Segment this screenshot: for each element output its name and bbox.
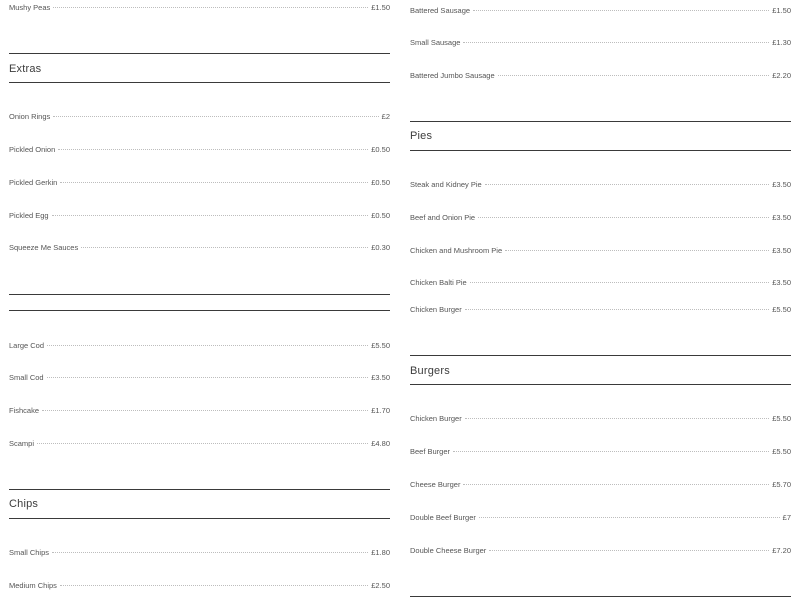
menu-item-name: Onion Rings [9, 112, 51, 121]
dot-leader [473, 10, 769, 11]
menu-item [410, 305, 791, 315]
menu-item [9, 3, 390, 13]
section-divider [410, 355, 791, 356]
menu-item-price: £1.70 [371, 406, 390, 415]
section-heading-pies: Pies [410, 130, 433, 142]
menu-item-price: £1.50 [772, 6, 791, 15]
menu-item-price: £1.30 [772, 38, 791, 47]
menu-item [9, 548, 390, 558]
section-divider [410, 121, 791, 122]
menu-item-name: Pickled Egg [9, 211, 49, 220]
menu-item [410, 447, 791, 457]
menu-item-name: Steak and Kidney Pie [410, 180, 482, 189]
dot-leader [52, 215, 369, 216]
section-heading-extras: Extras [9, 63, 42, 75]
menu-item-price: £0.50 [371, 178, 390, 187]
menu-item-name: Squeeze Me Sauces [9, 243, 79, 252]
menu-item [9, 373, 390, 383]
menu-column-left [9, 0, 390, 600]
dot-leader [53, 7, 368, 8]
section-divider [9, 310, 390, 311]
section-divider [9, 294, 390, 295]
menu-item-name: Pickled Gerkin [9, 178, 58, 187]
menu-item [410, 71, 791, 81]
menu-item-price: £7 [782, 513, 791, 522]
menu-item-name: Scampi [9, 439, 35, 448]
menu-item-name: Chicken Burger [410, 414, 462, 423]
menu-item [9, 406, 390, 416]
menu-item-name: Double Beef Burger [410, 513, 476, 522]
menu-item [410, 546, 791, 556]
menu-item-price: £3.50 [772, 180, 791, 189]
menu-item [410, 513, 791, 523]
menu-item-price: £7.20 [772, 546, 791, 555]
menu-item [9, 439, 390, 449]
menu-item-name: Small Cod [9, 373, 44, 382]
dot-leader [60, 182, 368, 183]
menu-item-name: Medium Chips [9, 581, 57, 590]
section-divider [410, 384, 791, 385]
section-divider [410, 150, 791, 151]
menu-item-price: £2 [381, 112, 390, 121]
menu-item-price: £3.50 [772, 213, 791, 222]
section-divider [9, 489, 390, 490]
menu-item-price: £3.50 [371, 373, 390, 382]
menu-item-name: Fishcake [9, 406, 40, 415]
dot-leader [53, 116, 378, 117]
dot-leader [465, 309, 770, 310]
menu-item [410, 213, 791, 223]
menu-item-price: £5.50 [772, 305, 791, 314]
menu-item [9, 145, 390, 155]
menu-column-right [410, 0, 791, 600]
dot-leader [463, 484, 769, 485]
menu-item [410, 6, 791, 16]
dot-leader [60, 585, 368, 586]
menu-item [410, 480, 791, 490]
dot-leader [485, 184, 770, 185]
menu-item-name: Small Sausage [410, 38, 461, 47]
menu-item-price: £1.80 [371, 548, 390, 557]
menu-item-price: £3.50 [772, 246, 791, 255]
menu-item [410, 278, 791, 288]
menu-item-name: Beef and Onion Pie [410, 213, 476, 222]
section-divider [9, 53, 390, 54]
menu-item-price: £0.50 [371, 145, 390, 154]
dot-leader [498, 75, 770, 76]
menu-item [410, 414, 791, 424]
menu-item [9, 243, 390, 253]
dot-leader [52, 552, 368, 553]
menu-item [9, 211, 390, 221]
menu-item [9, 341, 390, 351]
dot-leader [42, 410, 368, 411]
menu-item [9, 112, 390, 122]
dot-leader [58, 149, 368, 150]
menu-item [9, 178, 390, 188]
menu-item-name: Pickled Onion [9, 145, 56, 154]
dot-leader [81, 247, 368, 248]
menu-item-name: Chicken Balti Pie [410, 278, 467, 287]
menu-item-price: £4.80 [371, 439, 390, 448]
menu-item-name: Double Cheese Burger [410, 546, 487, 555]
dot-leader [505, 250, 769, 251]
menu-item-price: £5.50 [772, 414, 791, 423]
menu-item-name: Chicken Burger [410, 305, 462, 314]
menu-item-price: £5.50 [371, 341, 390, 350]
section-heading-burgers: Burgers [410, 365, 450, 377]
menu-item-price: £0.50 [371, 211, 390, 220]
dot-leader [453, 451, 769, 452]
menu-item-price: £0.30 [371, 243, 390, 252]
menu-item [410, 38, 791, 48]
menu-item-name: Battered Jumbo Sausage [410, 71, 495, 80]
dot-leader [47, 345, 368, 346]
section-divider [9, 518, 390, 519]
menu-item-name: Chicken and Mushroom Pie [410, 246, 503, 255]
menu-item [410, 246, 791, 256]
section-divider [9, 82, 390, 83]
dot-leader [37, 443, 368, 444]
menu-item-price: £5.50 [772, 447, 791, 456]
menu-item-price: £2.50 [371, 581, 390, 590]
menu-item-price: £5.70 [772, 480, 791, 489]
section-heading-chips: Chips [9, 498, 39, 510]
section-divider [410, 596, 791, 597]
dot-leader [470, 282, 770, 283]
menu-item-price: £1.50 [371, 3, 390, 12]
dot-leader [463, 42, 769, 43]
dot-leader [489, 550, 769, 551]
dot-leader [47, 377, 369, 378]
menu-item [410, 180, 791, 190]
dot-leader [478, 217, 769, 218]
dot-leader [479, 517, 780, 518]
dot-leader [465, 418, 770, 419]
menu-item-price: £3.50 [772, 278, 791, 287]
menu-item-name: Large Cod [9, 341, 45, 350]
menu-item-name: Small Chips [9, 548, 50, 557]
menu-item-name: Mushy Peas [9, 3, 51, 12]
menu-item-name: Battered Sausage [410, 6, 471, 15]
menu-item [9, 581, 390, 591]
menu-item-name: Beef Burger [410, 447, 451, 456]
menu-item-price: £2.20 [772, 71, 791, 80]
menu-item-name: Cheese Burger [410, 480, 461, 489]
